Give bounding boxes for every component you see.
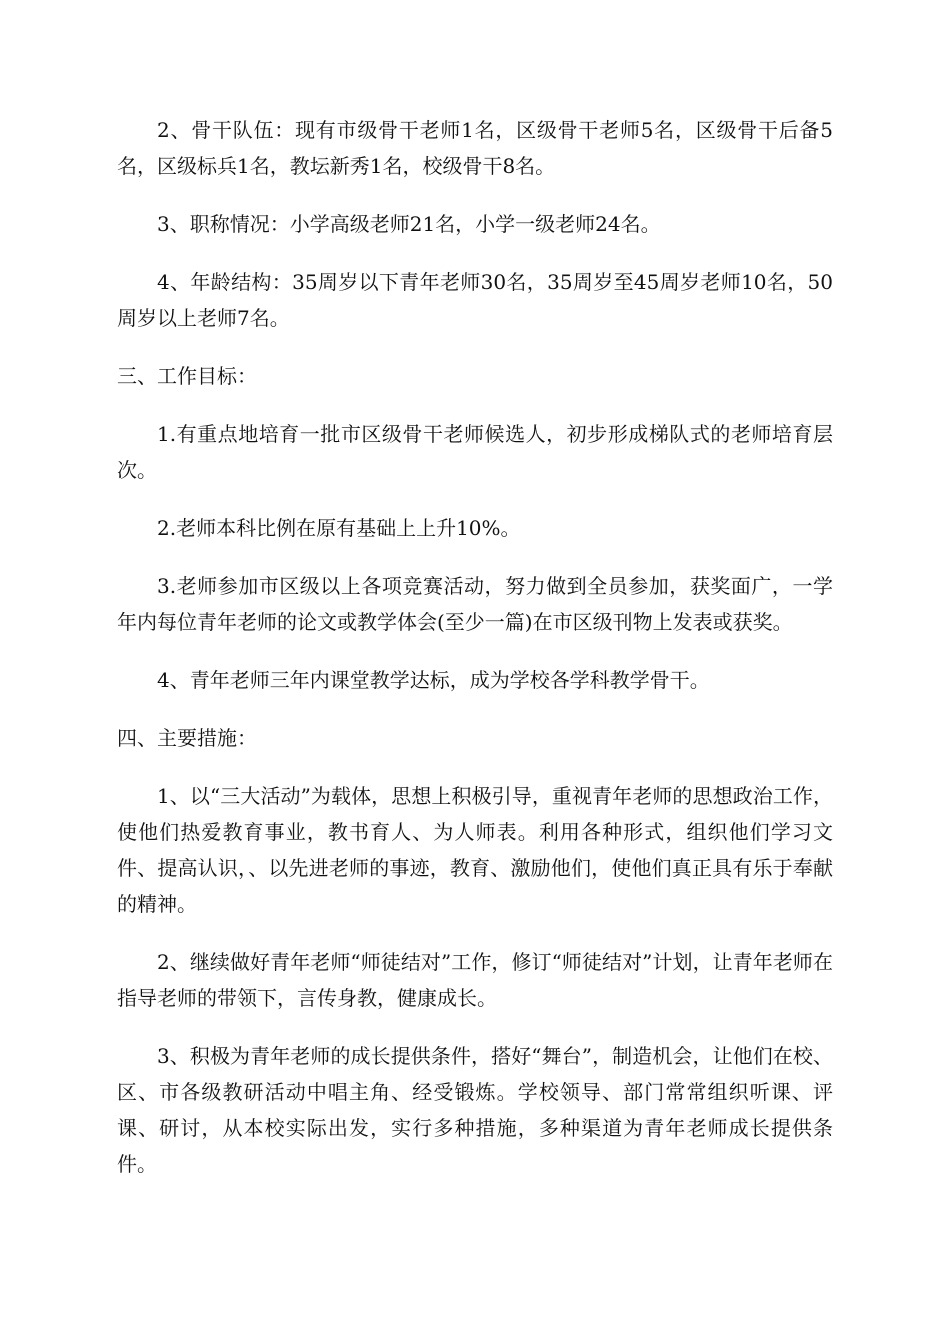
paragraph-age-structure: 4、年龄结构：35周岁以下青年老师30名，35周岁至45周岁老师10名，50周岁以上老师7名。 — [117, 270, 833, 330]
paragraph-measure-1: 1、以“三大活动”为载体，思想上积极引导，重视青年老师的思想政治工作，使他们热爱教育事业，教书育人、为人师表。利用各种形式，组织他们学习文件、提高认识，、以先进老师的事迹，教育、激励他们，使他们真正具有乐于奉献的精神。 — [117, 784, 833, 916]
paragraph-title-status: 3、职称情况：小学高级老师21名，小学一级老师24名。 — [157, 212, 661, 236]
paragraph-goal-4: 4、青年老师三年内课堂教学达标，成为学校各学科教学骨干。 — [157, 668, 710, 692]
paragraph-goal-2: 2.老师本科比例在原有基础上上升10%。 — [157, 516, 521, 540]
paragraph-measure-3: 3、积极为青年老师的成长提供条件，搭好“舞台”，制造机会，让他们在校、区、市各级教研活动中唱主角、经受锻炼。学校领导、部门常常组织听课、评课、研讨，从本校实际出发，实行多种措施，多种渠道为青年老师成长提供条件。 — [117, 1044, 833, 1176]
section-heading-goals: 三、工作目标： — [117, 364, 257, 388]
paragraph-measure-2: 2、继续做好青年老师“师徒结对”工作，修订“师徒结对”计划，让青年老师在指导老师的带领下，言传身教，健康成长。 — [117, 950, 833, 1010]
section-heading-measures: 四、主要措施： — [117, 726, 257, 750]
paragraph-goal-1: 1.有重点地培育一批市区级骨干老师候选人，初步形成梯队式的老师培育层次。 — [117, 422, 833, 482]
document-page — [117, 112, 833, 1204]
paragraph-goal-3: 3.老师参加市区级以上各项竞赛活动，努力做到全员参加，获奖面广，一学年内每位青年老师的论文或教学体会(至少一篇)在市区级刊物上发表或获奖。 — [117, 574, 833, 634]
paragraph-backbone-team: 2、骨干队伍：现有市级骨干老师1名，区级骨干老师5名，区级骨干后备5名，区级标兵1名，教坛新秀1名，校级骨干8名。 — [117, 118, 833, 178]
